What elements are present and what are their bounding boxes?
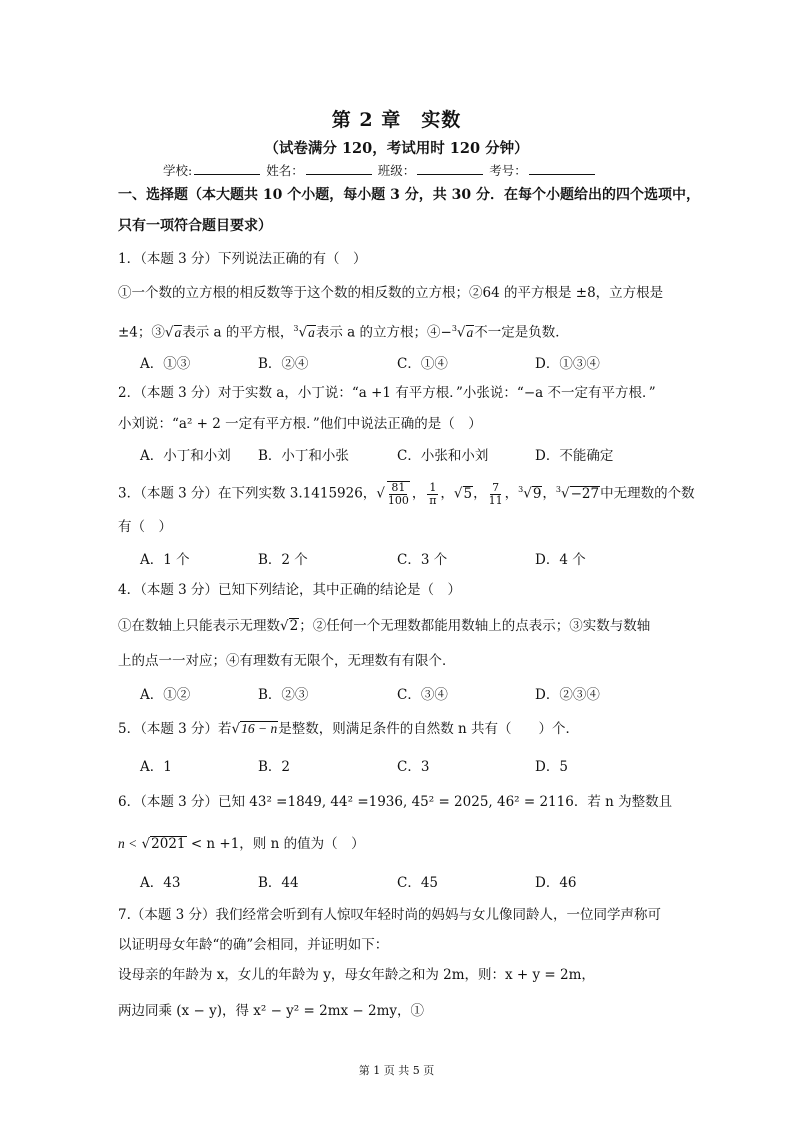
- q6-option-c[interactable]: C．45: [397, 875, 439, 891]
- q3-option-b[interactable]: B．2 个: [258, 552, 308, 568]
- question-4-stem: 4．（本题 3 分）已知下列结论，其中正确的结论是（ ）: [118, 582, 462, 598]
- q6-option-b[interactable]: B．44: [258, 875, 299, 891]
- sqrt-2021: 2021: [151, 836, 186, 852]
- name-label: 姓名：: [266, 163, 304, 178]
- q2-option-c[interactable]: C．小张和小刘: [397, 448, 489, 464]
- question-7-line3: 设母亲的年龄为 x，女儿的年龄为 y，母女年龄之和为 2m，则：x + y = 2m，: [118, 967, 595, 983]
- cbrt-a: a: [308, 324, 315, 340]
- q6-option-d[interactable]: D．46: [535, 875, 577, 891]
- q5-option-c[interactable]: C．3: [397, 759, 430, 775]
- question-2-line1: 2．（本题 3 分）对于实数 a，小丁说：“a +1 有平方根．”小张说：“−a 不一定有平方根．”: [118, 385, 656, 401]
- q4-option-d[interactable]: D．②③④: [535, 687, 600, 703]
- name-blank[interactable]: [306, 163, 372, 175]
- page-subtitle: （试卷满分 120，考试用时 120 分钟）: [264, 140, 529, 157]
- number-blank[interactable]: [529, 163, 595, 175]
- section-heading: 一、选择题（本大题共 10 个小题，每小题 3 分，共 30 分．在每个小题给出的四个选项中，: [118, 187, 700, 203]
- q5-text-a: 5．（本题 3 分）若: [118, 721, 232, 737]
- q5-option-a[interactable]: A．1: [140, 759, 172, 775]
- q6-text-a: n <: [118, 836, 138, 851]
- student-info-row: [163, 161, 597, 179]
- question-7-line4: 两边同乘 (x − y)，得 x² − y² = 2mx − 2my，①: [118, 1003, 425, 1019]
- q1-text-c: 表示 a 的立方根；④: [315, 324, 441, 341]
- frac1-num: 81: [391, 481, 406, 494]
- q1-option-d[interactable]: D．①③④: [535, 356, 600, 372]
- question-1-line1: ①一个数的立方根的相反数等于这个数的相反数的立方根；②64 的平方根是 ±8，立方根是: [118, 285, 664, 301]
- q1-text-a: ±4；③: [118, 324, 165, 341]
- q1-option-b[interactable]: B．②④: [258, 356, 309, 372]
- q1-text-d: 不一定是负数．: [474, 324, 569, 341]
- q4-option-a[interactable]: A．①②: [140, 687, 191, 703]
- question-7-line1: 7.（本题 3 分）我们经常会听到有人惊叹年轻时尚的妈妈与女儿像同龄人，一位同学声称可: [118, 907, 662, 923]
- q3-option-a[interactable]: A．1 个: [140, 552, 190, 568]
- q3-text-b: 中无理数的个数: [600, 485, 695, 502]
- page-title: 第 2 章 实数: [331, 109, 462, 131]
- frac3-num: 7: [492, 480, 500, 494]
- question-6-line1: 6．（本题 3 分）已知 43² =1849, 44² =1936, 45² = 2025, 46² = 2116．若 n 为整数且: [118, 794, 673, 810]
- q3-option-c[interactable]: C．3 个: [397, 552, 448, 568]
- q5-text-b: 是整数，则满足条件的自然数 n 共有（ ）个．: [278, 721, 580, 737]
- frac2-num: 1: [429, 480, 437, 494]
- frac1-den: 100: [387, 494, 409, 507]
- q1-option-c[interactable]: C．①④: [397, 356, 448, 372]
- number-label: 考号：: [489, 163, 527, 178]
- question-3-line2: 有（ ）: [118, 519, 172, 535]
- frac3-den: 11: [488, 493, 503, 507]
- sqrt-16-n: 16 − n: [241, 721, 278, 736]
- class-blank[interactable]: [417, 163, 483, 175]
- sqrt-a: a: [174, 324, 182, 340]
- q5-option-d[interactable]: D．5: [535, 759, 568, 775]
- question-1-stem: 1．（本题 3 分）下列说法正确的有（ ）: [118, 251, 367, 267]
- page-footer: 第 1 页 共 5 页: [358, 1064, 435, 1077]
- q3-option-d[interactable]: D．4 个: [535, 552, 586, 568]
- question-3-line1: 3．（本题 3 分）在下列实数 3.1415926，√ $\frac{81}{100}$ ， $\frac{1}{\pi}$ ，√5， $\frac{7}{11}$ ，$^3$√9，$^3$√−27中无理数的个数: [118, 480, 695, 507]
- frac-81-100: [387, 481, 410, 507]
- question-5-line: 5．（本题 3 分）若√16 − n是整数，则满足条件的自然数 n 共有（ ）个．: [118, 721, 580, 737]
- section-heading-cont: 只有一项符合题目要求）: [118, 218, 272, 234]
- question-4-line1: ①在数轴上只能表示无理数√2；②任何一个无理数都能用数轴上的点表示；③实数与数轴: [118, 618, 651, 634]
- question-4-line2: 上的点一一对应；④有理数有无限个，无理数有有限个．: [118, 653, 456, 669]
- frac-1-pi: [427, 482, 438, 507]
- frac2-den: π: [429, 493, 437, 507]
- q4-text-b: ；②任何一个无理数都能用数轴上的点表示；③实数与数轴: [299, 618, 651, 634]
- q4-option-b[interactable]: B．②③: [258, 687, 309, 703]
- q2-option-a[interactable]: A．小丁和小刘: [140, 448, 231, 464]
- frac-7-11: [489, 482, 503, 507]
- q2-option-b[interactable]: B．小丁和小张: [258, 448, 349, 464]
- school-label: 学校:: [163, 163, 193, 178]
- school-blank[interactable]: [194, 163, 260, 175]
- question-7-line2: 以证明母女年龄“的确”会相同，并证明如下：: [118, 937, 389, 953]
- q2-option-d[interactable]: D．不能确定: [535, 448, 614, 464]
- q1-option-a[interactable]: A．①③: [140, 356, 191, 372]
- q6-text-b: < n +1，则 n 的值为（ ）: [190, 836, 365, 852]
- q5-option-b[interactable]: B．2: [258, 759, 291, 775]
- q6-option-a[interactable]: A．43: [140, 875, 181, 891]
- question-6-line2: n < √2021 < n +1，则 n 的值为（ ）: [118, 836, 365, 852]
- question-2-line2: 小刘说：“a² + 2 一定有平方根．”他们中说法正确的是（ ）: [118, 416, 482, 432]
- q4-option-c[interactable]: C．③④: [397, 687, 448, 703]
- q1-text-b: 表示 a 的平方根，: [182, 324, 294, 341]
- question-1-line2: ±4；③√a表示 a 的平方根，$^3$√a表示 a 的立方根；④−$^3$√a不一定是负数．: [118, 324, 569, 341]
- class-label: 班级：: [377, 163, 416, 178]
- q3-text-a: 3．（本题 3 分）在下列实数 3.1415926，: [118, 485, 377, 502]
- neg-cbrt-a: a: [466, 324, 474, 340]
- q4-text-a: ①在数轴上只能表示无理数: [118, 618, 280, 634]
